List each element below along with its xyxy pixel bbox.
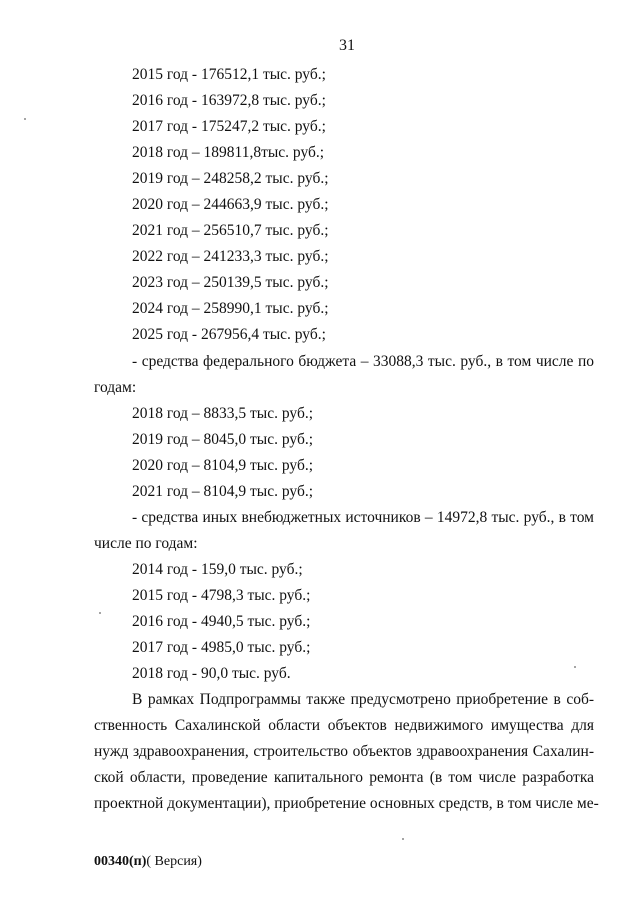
funding-line: 2015 год - 176512,1 тыс. руб.; [132,66,326,83]
paragraph-line: ственность Сахалинской области объектов недвижимого имущества для [94,717,594,734]
page-number: 31 [339,37,355,54]
federal-budget-line: - средства федерального бюджета – 33088,3 тыс. руб., в том числе по [132,353,594,370]
funding-line: 2014 год - 159,0 тыс. руб.; [132,561,303,578]
funding-line: 2021 год – 256510,7 тыс. руб.; [132,222,329,239]
funding-line: 2019 год – 248258,2 тыс. руб.; [132,170,329,187]
document-code: 00340(п) [94,854,147,869]
funding-line: 2021 год – 8104,9 тыс. руб.; [132,483,314,500]
extra-budgetary-continuation: числе по годам: [94,535,198,552]
scan-speck [402,838,404,840]
paragraph-line: нужд здравоохранения, строительство объектов здравоохранения Сахалин- [94,743,594,760]
funding-line: 2025 год - 267956,4 тыс. руб.; [132,326,326,343]
funding-line: 2020 год – 8104,9 тыс. руб.; [132,457,314,474]
funding-line: 2017 год - 175247,2 тыс. руб.; [132,118,326,135]
paragraph-line: проектной документации), приобретение основных средств, в том числе ме- [94,795,599,812]
document-version: ( Версия) [146,854,202,869]
scan-speck [99,612,101,614]
funding-line: 2022 год – 241233,3 тыс. руб.; [132,248,329,265]
funding-line: 2018 год – 8833,5 тыс. руб.; [132,405,314,422]
paragraph-line: ской области, проведение капитального ремонта (в том числе разработка [94,769,594,786]
funding-line: 2015 год - 4798,3 тыс. руб.; [132,587,311,604]
funding-line: 2016 год - 163972,8 тыс. руб.; [132,92,326,109]
funding-line: 2020 год – 244663,9 тыс. руб.; [132,196,329,213]
funding-line: 2018 год – 189811,8тыс. руб.; [132,144,325,161]
scan-speck [574,666,576,668]
funding-line: 2019 год – 8045,0 тыс. руб.; [132,431,314,448]
funding-line: 2016 год - 4940,5 тыс. руб.; [132,613,311,630]
scan-speck [24,118,26,120]
federal-budget-continuation: годам: [94,379,137,396]
extra-budgetary-line: - средства иных внебюджетных источников – 14972,8 тыс. руб., в том [132,509,594,526]
funding-line: 2024 год – 258990,1 тыс. руб.; [132,300,329,317]
document-footer [94,854,202,870]
funding-line: 2018 год - 90,0 тыс. руб. [132,665,291,682]
paragraph-line: В рамках Подпрограммы также предусмотрено приобретение в соб- [132,691,594,708]
funding-line: 2017 год - 4985,0 тыс. руб.; [132,639,311,656]
funding-line: 2023 год – 250139,5 тыс. руб.; [132,274,329,291]
